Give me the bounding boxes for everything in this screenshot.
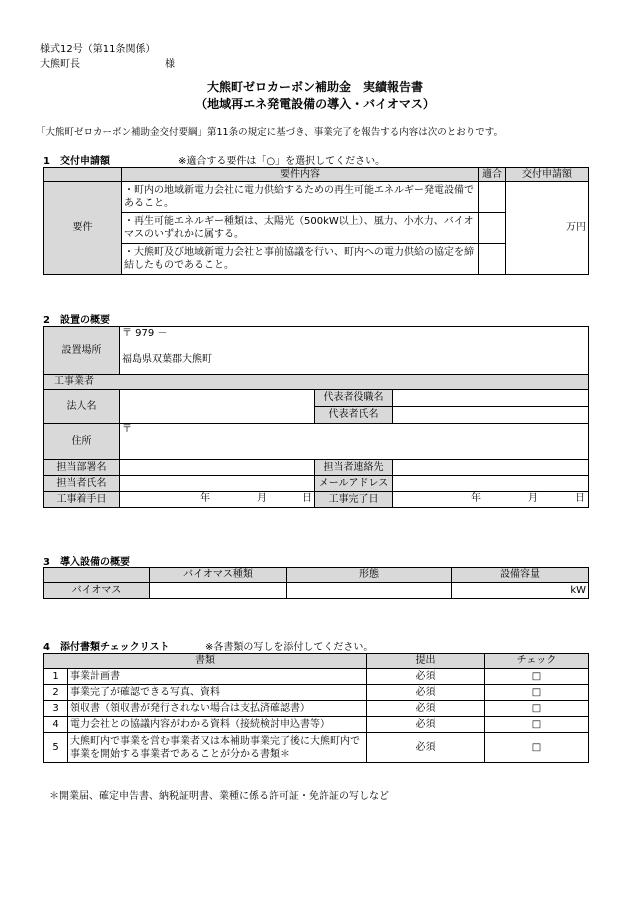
contractor-address-label: 住所: [44, 424, 120, 460]
submit-status: 必須: [367, 701, 485, 717]
location-address: 福島県双葉郡大熊町: [122, 354, 212, 365]
submit-status: 必須: [367, 733, 485, 763]
amount-unit: 万円: [566, 222, 586, 233]
requirement-2: ・再生可能エネルギー種類は、太陽光（500kW以上）、風力、小水力、バイオマスのいずれかに属する。: [122, 213, 479, 244]
biomass-type-header: バイオマス種類: [150, 568, 287, 583]
rep-title-label: 代表者役職名: [315, 390, 393, 407]
doc-name: 大熊町内で事業を営む事業者又は本補助事業完了後に大熊町内で事業を開始する事業者であることが分かる書類＊: [68, 733, 367, 763]
doc-header: 書類: [44, 654, 367, 669]
contractor-postal: 〒: [122, 424, 132, 435]
submit-status: 必須: [367, 669, 485, 685]
location-label: 設置場所: [44, 327, 120, 375]
capacity-value[interactable]: [452, 583, 589, 599]
doc-name: 事業計画書: [68, 669, 367, 685]
capacity-unit: kW: [570, 584, 586, 596]
submit-status: 必須: [367, 717, 485, 733]
attachments-table: [43, 653, 589, 763]
equipment-table: [43, 567, 589, 599]
table-row: [44, 669, 589, 685]
equipment-header-blank: [44, 568, 150, 583]
end-date-value[interactable]: [393, 492, 589, 508]
section3-heading: 3 導入設備の概要: [43, 557, 130, 568]
match-1[interactable]: [479, 182, 506, 213]
biomass-type-value[interactable]: [150, 583, 287, 599]
row-number: 4: [44, 717, 68, 733]
header-amount: 交付申請額: [506, 168, 589, 182]
match-2[interactable]: [479, 213, 506, 244]
match-3[interactable]: [479, 244, 506, 275]
row-number: 1: [44, 669, 68, 685]
doc-name: 領収書（領収書が発行されない場合は支払済確認書）: [68, 701, 367, 717]
table-row: [44, 733, 589, 763]
dept-value[interactable]: [120, 460, 315, 476]
person-value[interactable]: [120, 476, 315, 492]
section4-heading: 4 添付書類チェックリスト: [43, 642, 170, 653]
section2-heading: 2 設置の概要: [43, 315, 110, 326]
start-year: 年: [200, 493, 210, 504]
requirement-1: ・町内の地域新電力会社に電力供給するための再生可能エネルギー発電設備であること。: [122, 182, 479, 213]
installation-table: [43, 326, 589, 508]
rep-title-value[interactable]: [393, 390, 589, 407]
row-number: 3: [44, 701, 68, 717]
end-year: 年: [471, 493, 481, 504]
table-row: [44, 685, 589, 701]
section4-note: ※各書類の写しを添付してください。: [205, 642, 374, 653]
section1-note: ※適合する要件は「○」を選択してください。: [178, 156, 386, 167]
rep-name-label: 代表者氏名: [315, 407, 393, 424]
check-box[interactable]: □: [485, 701, 589, 717]
start-month: 月: [257, 493, 267, 504]
submit-status: 必須: [367, 685, 485, 701]
person-label: 担当者氏名: [44, 476, 120, 492]
check-box[interactable]: □: [485, 685, 589, 701]
header-requirements: 要件内容: [122, 168, 479, 182]
check-box[interactable]: □: [485, 733, 589, 763]
submit-header: 提出: [367, 654, 485, 669]
check-box[interactable]: □: [485, 717, 589, 733]
header-match: 適合: [479, 168, 506, 182]
check-header: チェック: [485, 654, 589, 669]
capacity-header: 設備容量: [452, 568, 589, 583]
addressee: 大熊町長: [40, 59, 80, 70]
table-row: [44, 717, 589, 733]
footnote: ＊開業届、確定申告書、納税証明書、業種に係る許可証・免許証の写しなど: [49, 791, 389, 802]
grant-amount-table: [43, 167, 589, 275]
contractor-address-value[interactable]: [120, 424, 589, 460]
section1-heading: 1 交付申請額: [43, 156, 110, 167]
end-month: 月: [528, 493, 538, 504]
form-number: 様式12号（第11条関係）: [40, 44, 156, 55]
location-value[interactable]: [120, 327, 589, 375]
email-label: メールアドレス: [315, 476, 393, 492]
row-number: 5: [44, 733, 68, 763]
corp-name-value[interactable]: [120, 390, 315, 424]
rep-name-value[interactable]: [393, 407, 589, 424]
document-title: 大熊町ゼロカーボン補助金 実績報告書: [206, 80, 423, 94]
dept-label: 担当部署名: [44, 460, 120, 476]
amount-cell[interactable]: [506, 182, 589, 275]
requirement-3: ・大熊町及び地域新電力会社と事前協議を行い、町内への電力供給の協定を締結したものであること。: [122, 244, 479, 275]
doc-name: 電力会社との協議内容がわかる資料（接続検討申込書等）: [68, 717, 367, 733]
start-date-value[interactable]: [120, 492, 315, 508]
requirements-label: 要件: [44, 182, 122, 275]
email-value[interactable]: [393, 476, 589, 492]
addressee-honorific: 様: [165, 59, 175, 70]
corp-name-label: 法人名: [44, 390, 120, 424]
form-value[interactable]: [287, 583, 452, 599]
contact-label: 担当者連絡先: [315, 460, 393, 476]
doc-name: 事業完了が確認できる写真、資料: [68, 685, 367, 701]
location-postal: 〒 979 －: [122, 328, 168, 339]
contact-value[interactable]: [393, 460, 589, 476]
biomass-row-label: バイオマス: [44, 583, 150, 599]
document-subtitle: （地域再エネ発電設備の導入・バイオマス）: [195, 97, 435, 111]
table-row: [44, 701, 589, 717]
check-box[interactable]: □: [485, 669, 589, 685]
row-number: 2: [44, 685, 68, 701]
form-header: 形態: [287, 568, 452, 583]
contractor-header: 工事業者: [44, 375, 589, 390]
start-day: 日: [302, 493, 312, 504]
end-date-label: 工事完了日: [315, 492, 393, 508]
intro-text: 「大熊町ゼロカーボン補助金交付要綱」第11条の規定に基づき、事業完了を報告する内容は次のとおりです。: [36, 127, 503, 138]
end-day: 日: [575, 493, 585, 504]
start-date-label: 工事着手日: [44, 492, 120, 508]
header-blank: [44, 168, 122, 182]
